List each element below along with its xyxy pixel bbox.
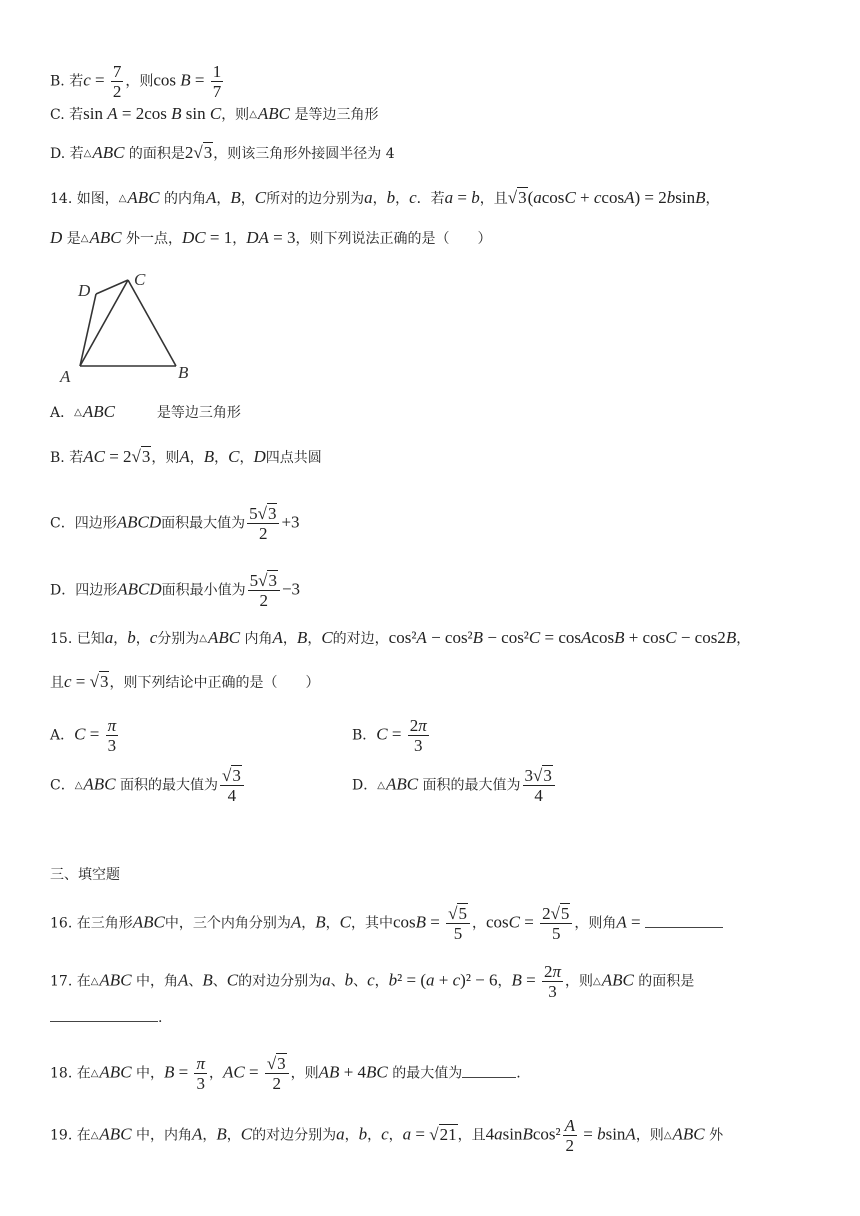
q18: 18. 在△ABC 中，B = $\frac{\pi}{3}$ ，AC = $\frac{√3}{2}$ ，则AB + 4BC 的最大值为 . xyxy=(50,1054,521,1093)
q17-line2: . xyxy=(50,1008,162,1028)
q13-option-d: D. 若△ABC 的面积是2√3，则该三角形外接圆半径为 4 xyxy=(50,143,395,162)
q15-option-c: C．△ABC 面积的最大值为 $\frac{√3}{4}$ xyxy=(50,766,246,805)
triangle-figure xyxy=(58,268,208,388)
q15-option-a: A．C = $\frac{\pi}{3}$ xyxy=(50,716,117,755)
segment-ad xyxy=(80,294,96,366)
q15-stem-line1: 15. 已知a，b，c分别为△ABC 内角A，B，C的对边，cos²A − cos²B − cos²C = cosAcosB + cosC − cos2B， xyxy=(50,628,751,647)
q19: 19. 在△ABC 中，内角A，B，C的对边分别为a，b，c，a = √21，且4asinBcos² $\frac{A}{2}$ = bsinA，则△ABC 外 xyxy=(50,1116,724,1155)
label-b: B xyxy=(178,363,189,382)
label-a: A xyxy=(60,367,71,386)
q14-option-c: C．四边形ABCD面积最大值为 $\frac{5√3}{2}$ +3 xyxy=(50,504,300,543)
label-c: C xyxy=(134,270,146,289)
q15-stem-line2: 且c = √3，则下列结论中正确的是（ ） xyxy=(50,672,320,691)
q15-option-d: D．△ABC 面积的最大值为 $\frac{3√3}{4}$ xyxy=(352,766,557,805)
q16: 16. 在三角形ABC中，三个内角分别为A，B，C，其中cosB = $\frac{√5}{5}$ ，cosC = $\frac{2√5}{5}$ ，则角A = xyxy=(50,904,723,943)
q14-stem-line1: 14. 如图，△ABC 的内角A，B，C所对的边分别为a，b，c．若a = b，且√3(acosC + ccosA) = 2bsinB， xyxy=(50,188,720,207)
q14-option-a: A．△ABC 是等边三角形 xyxy=(50,402,241,421)
label-d: D xyxy=(78,281,91,300)
segment-bc xyxy=(128,280,176,366)
q13-option-b: B. 若c = $\frac{7}{2}$ ，则cos B = $\frac{1}{7}$ xyxy=(50,62,222,101)
q17-line1: 17. 在△ABC 中，角A、B、C的对边分别为a、b、c，b² = (a + c)² − 6，B = $\frac{2\pi}{3}$ ，则△ABC 的面积是 xyxy=(50,962,695,1001)
q13-option-c: C. 若sin A = 2cos B sin C，则△ABC 是等边三角形 xyxy=(50,104,379,123)
q15-option-b: B．C = $\frac{2\pi}{3}$ xyxy=(352,716,427,755)
q14-stem-line2: D 是△ABC 外一点，DC = 1，DA = 3，则下列说法正确的是（ ） xyxy=(50,228,492,247)
q14-option-d: D．四边形ABCD面积最小值为 $\frac{5√3}{2}$ −3 xyxy=(50,571,301,610)
section-heading: 三、填空题 xyxy=(50,867,120,883)
q14-option-b: B. 若AC = 2√3，则A，B，C，D四点共圆 xyxy=(50,447,322,466)
